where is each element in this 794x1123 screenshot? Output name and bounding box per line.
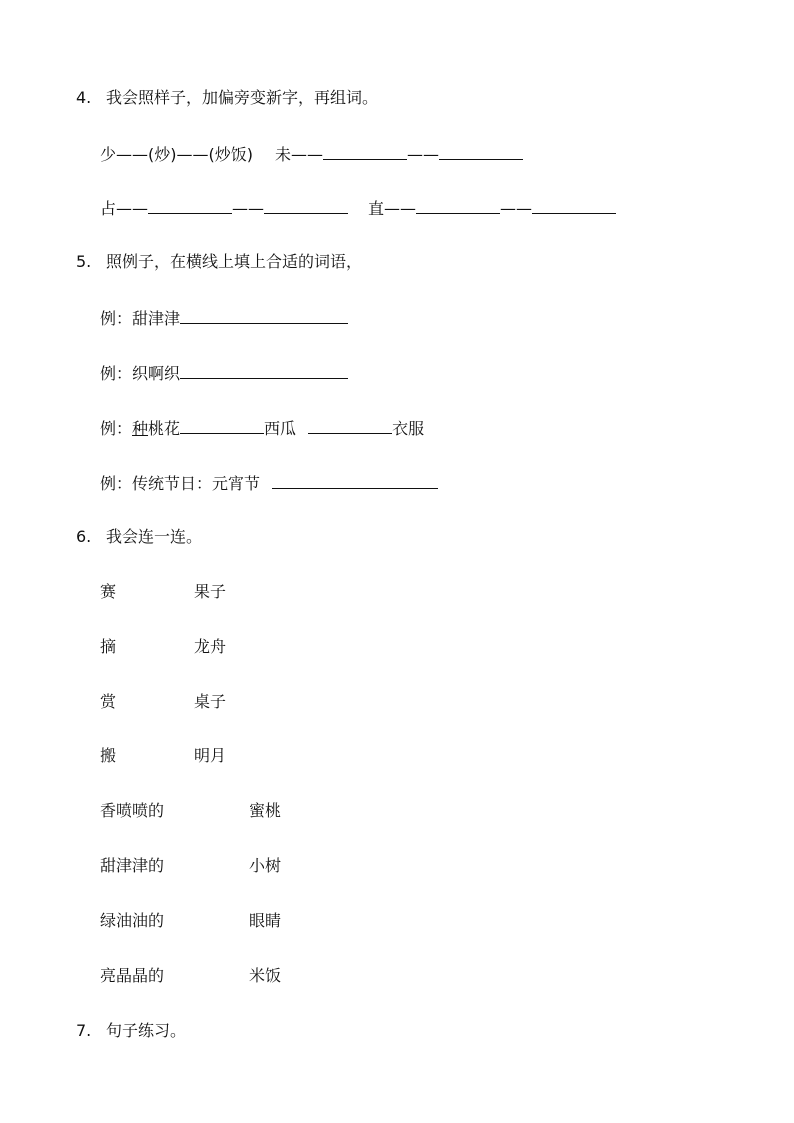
match-left-item[interactable]: 甜津津的	[100, 856, 165, 875]
answer-blank[interactable]	[532, 197, 616, 214]
q4-row-2	[100, 197, 616, 219]
match-right-item[interactable]: 小树	[249, 856, 282, 875]
match-left-item[interactable]: 亮晶晶的	[100, 966, 165, 985]
question-title: 我会连一连。	[106, 527, 203, 546]
match-right-item[interactable]: 米饭	[249, 966, 282, 985]
question-title: 句子练习。	[106, 1021, 187, 1040]
answer-blank[interactable]	[308, 417, 392, 434]
question-number: 7.	[76, 1021, 92, 1040]
example-text: 例：织啊织	[100, 364, 181, 383]
q5-example-4	[100, 472, 438, 494]
example-prefix: 例：	[100, 419, 133, 438]
question-number: 6.	[76, 527, 92, 546]
example-char: (炒)	[148, 145, 177, 164]
question-title: 照例子，在横线上填上合适的词语，	[106, 252, 363, 271]
question-title: 我会照样子，加偏旁变新字，再组词。	[106, 88, 379, 107]
base-char: 直	[368, 199, 385, 218]
dash: ——	[500, 199, 533, 218]
example-word: (炒饭)	[208, 145, 254, 164]
underlined-char: 种	[132, 419, 149, 438]
answer-blank[interactable]	[439, 143, 523, 160]
match-left-item[interactable]: 香喷喷的	[100, 801, 165, 820]
q5-example-3	[100, 417, 424, 439]
q5-example-1	[100, 307, 348, 329]
match-left-item[interactable]: 摘	[100, 637, 117, 656]
answer-blank[interactable]	[180, 362, 348, 379]
base-char: 少	[100, 145, 117, 164]
example-text: 例：传统节日：元宵节	[100, 474, 261, 493]
match-right-item[interactable]: 眼睛	[249, 911, 282, 930]
answer-blank[interactable]	[264, 197, 348, 214]
match-right-item[interactable]: 龙舟	[194, 637, 227, 656]
match-right-item[interactable]: 蜜桃	[249, 801, 282, 820]
dash: ——	[232, 199, 265, 218]
match-left-item[interactable]: 赏	[100, 692, 117, 711]
example-word: 西瓜	[264, 419, 297, 438]
question-number: 4.	[76, 88, 92, 107]
answer-blank[interactable]	[272, 472, 438, 489]
dash: ——	[407, 145, 440, 164]
answer-blank[interactable]	[180, 417, 264, 434]
example-word: 桃花	[148, 419, 181, 438]
dash: ——	[116, 199, 149, 218]
answer-blank[interactable]	[323, 143, 407, 160]
match-right-item[interactable]: 桌子	[194, 692, 227, 711]
answer-blank[interactable]	[180, 307, 348, 324]
base-char: 未	[275, 145, 292, 164]
dash: ——	[116, 145, 149, 164]
base-char: 占	[100, 199, 117, 218]
match-left-item[interactable]: 绿油油的	[100, 911, 165, 930]
example-text: 例：甜津津	[100, 309, 181, 328]
match-right-item[interactable]: 明月	[194, 746, 227, 765]
example-word: 衣服	[392, 419, 425, 438]
answer-blank[interactable]	[148, 197, 232, 214]
match-right-item[interactable]: 果子	[194, 582, 227, 601]
match-left-item[interactable]: 赛	[100, 582, 117, 601]
answer-blank[interactable]	[416, 197, 500, 214]
match-left-item[interactable]: 搬	[100, 746, 117, 765]
question-number: 5.	[76, 252, 92, 271]
q5-example-2	[100, 362, 348, 384]
dash: ——	[291, 145, 324, 164]
dash: ——	[176, 145, 209, 164]
dash: ——	[384, 199, 417, 218]
q4-row-1	[100, 143, 523, 165]
